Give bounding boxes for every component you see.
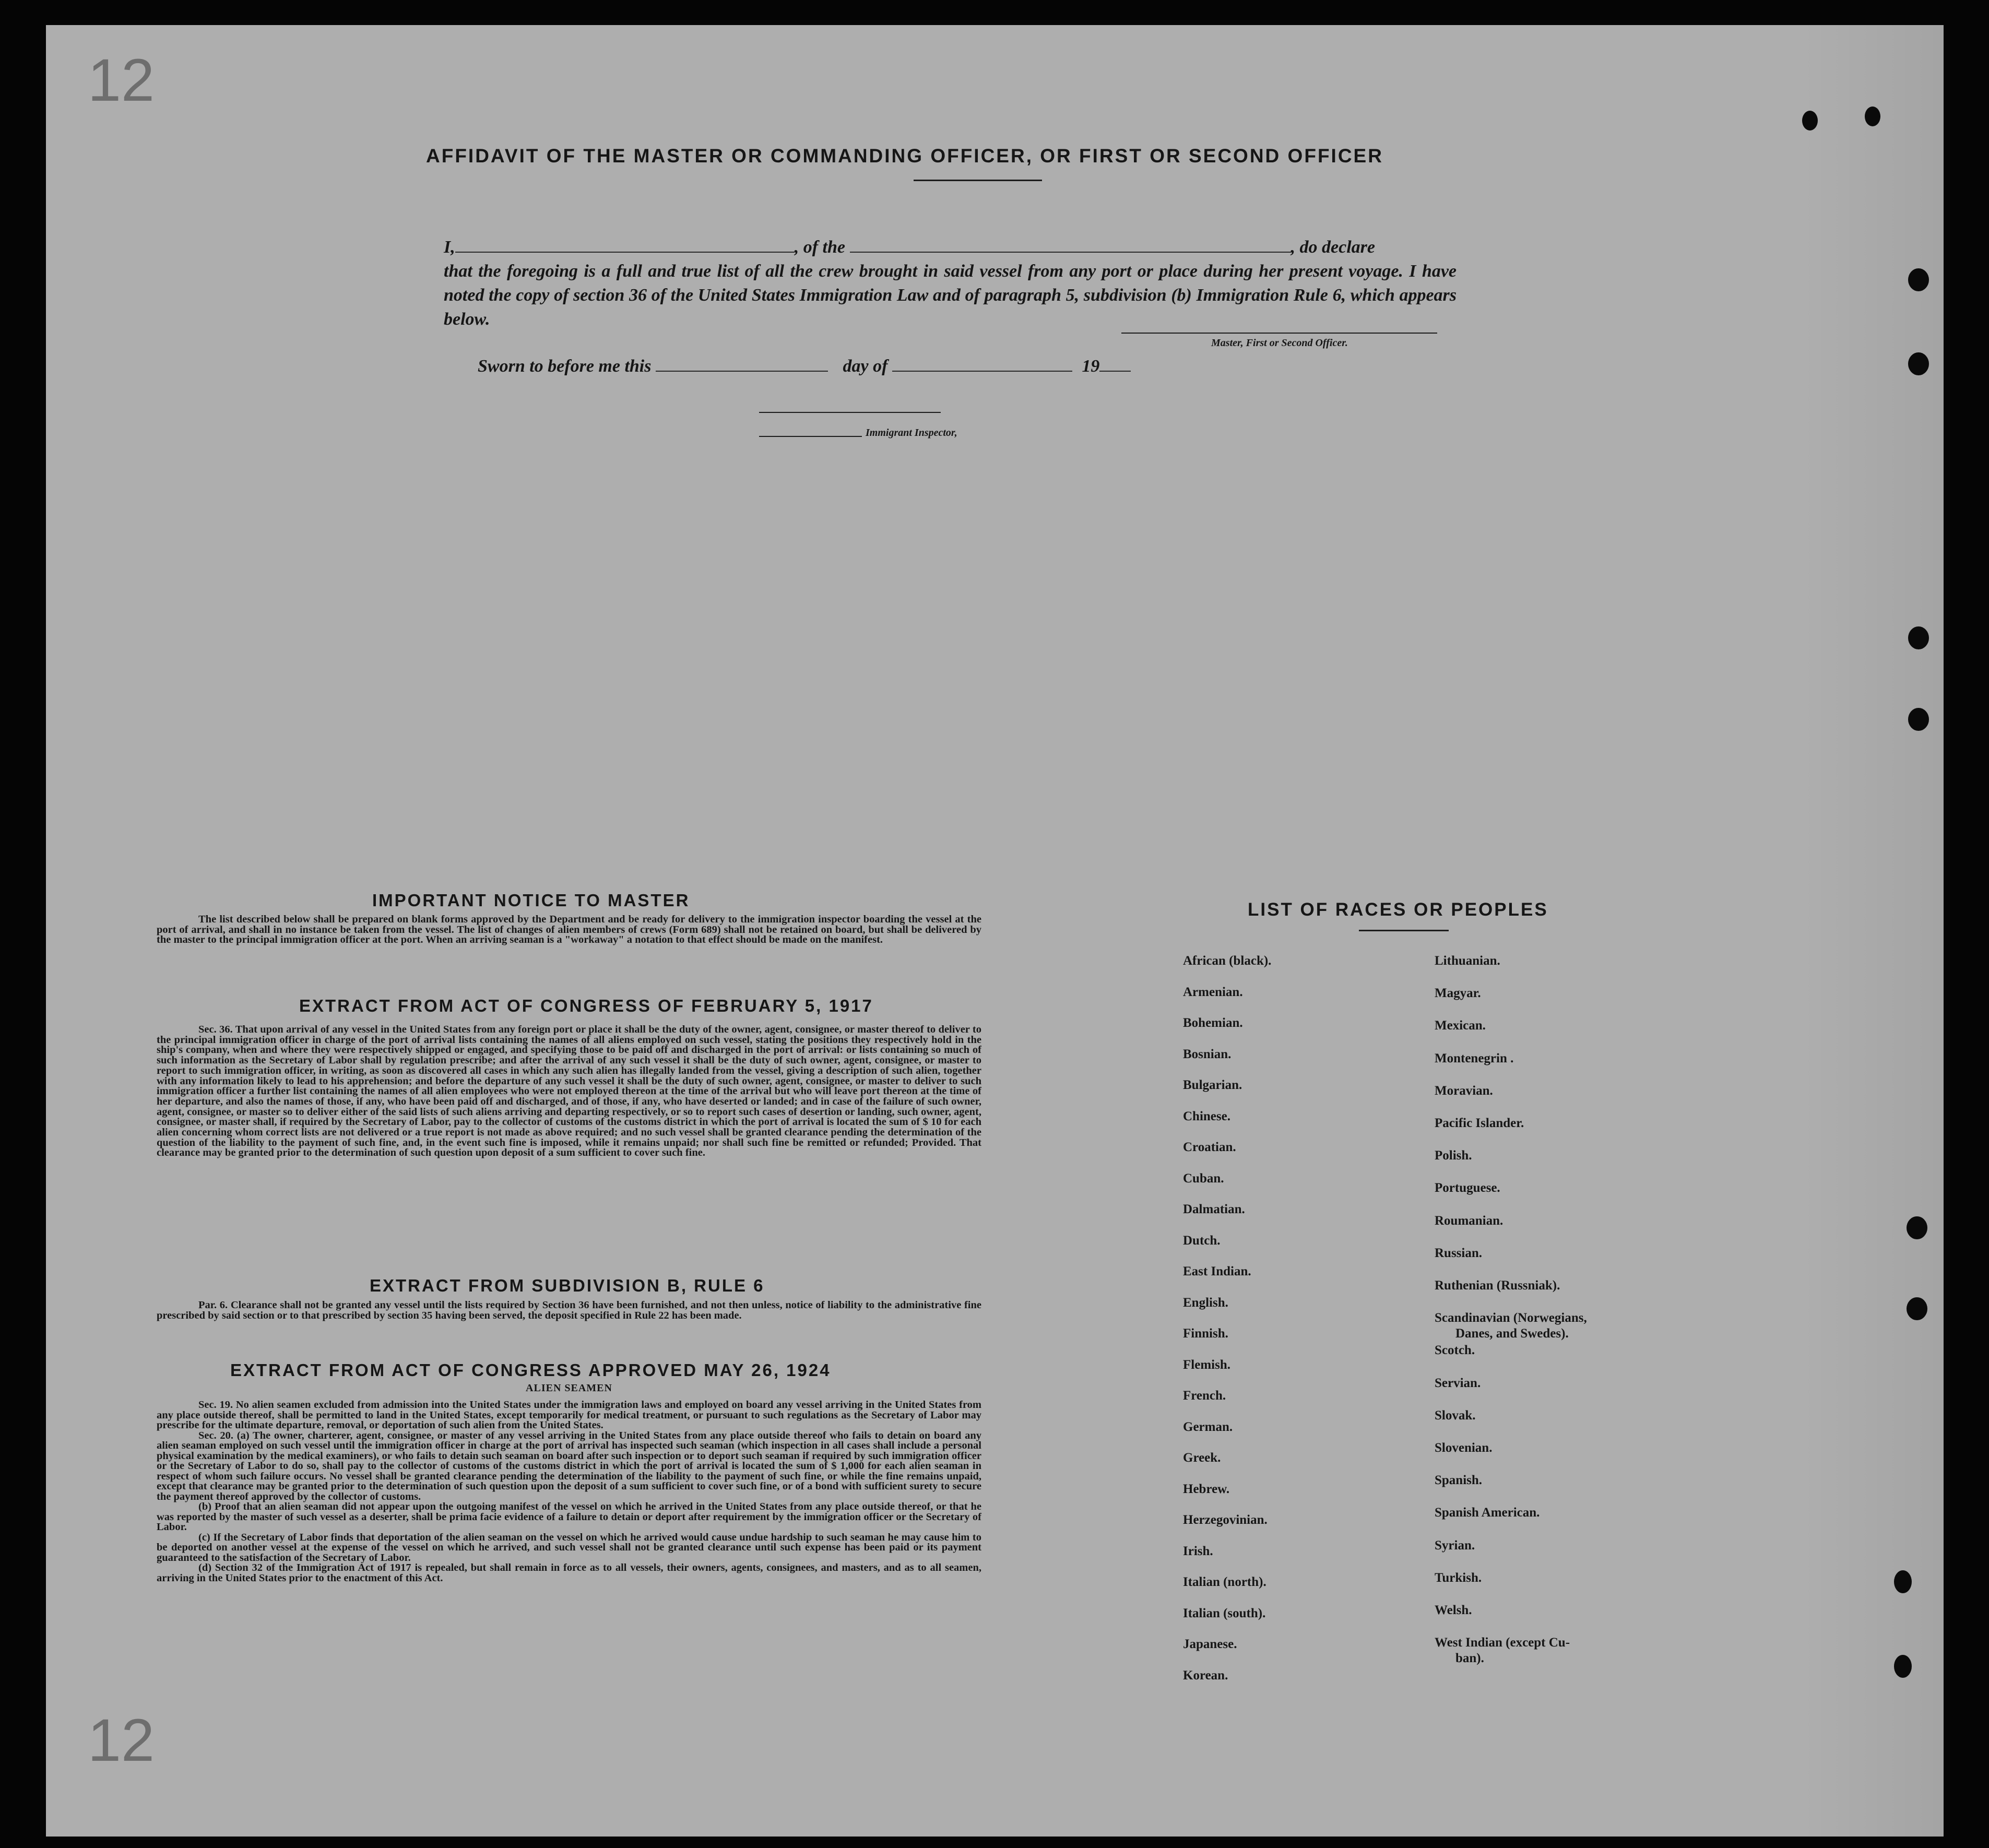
race-item: Slovak. [1435,1408,1476,1423]
race-item: English. [1183,1295,1228,1310]
race-item: Bohemian. [1183,1016,1243,1030]
race-item: Portuguese. [1435,1181,1500,1195]
race-item: Spanish. [1435,1473,1483,1488]
race-item: Korean. [1183,1668,1228,1683]
race-item: German. [1183,1419,1233,1434]
race-item: African (black). [1183,954,1272,968]
affidavit-declare-label: , do declare [1291,238,1375,257]
race-item: Flemish. [1183,1357,1230,1372]
affidavit-of-the-label: , of the [794,238,846,257]
race-item: Dalmatian. [1183,1202,1245,1216]
race-item: Irish. [1183,1544,1213,1558]
vessel-name-field[interactable] [850,234,1291,253]
race-item: Ruthenian (Russniak). [1435,1278,1560,1293]
sworn-label: Sworn to before me this [478,357,652,376]
punch-hole [1908,708,1929,731]
race-item: Japanese. [1183,1637,1237,1651]
race-item: Hebrew. [1183,1482,1230,1496]
title-underline [914,180,1042,181]
extract-rule6-title: EXTRACT FROM SUBDIVISION B, RULE 6 [370,1276,765,1295]
affidavit-declaration [444,234,1457,331]
page-number-bottom: 12 [88,1707,155,1774]
race-item: Polish. [1435,1148,1472,1163]
punch-hole [1908,352,1929,375]
race-item: Turkish. [1435,1570,1482,1585]
punch-hole [1908,626,1929,649]
punch-hole [1894,1570,1912,1593]
sworn-year-label: 19 [1082,357,1100,376]
notice-text: The list described below shall be prepared on blank forms approved by the Department and be ready for delivery to the immigration inspector boarding the vessel at the port of arrival, and shall in no instance be taken from the vessel. The list of changes of alien members of crews (Form 689) shall not be retained on board, but shall be delivered by the master to the principal immigration officer at the port. When an arriving seaman is a "workaway" a notation to that effect should be made on the manifest. [157,914,981,946]
race-item: Welsh. [1435,1603,1472,1617]
punch-hole [1907,1297,1927,1320]
sworn-line [478,353,1131,376]
extract-1924-text: Sec. 19. No alien seamen excluded from admission into the United States under the immigration laws and employed on board any vessel arriving in the United States from any place outside thereof, shall be permitted to land in the United States, except temporarily for medical treatment, or pursuant to such regulations as the Secretary of Labor may prescribe for the ultimate departure, removal, or deportation of such alien from the United States. Sec. 20. (a) The owner, charterer, agent, consignee, or master of any vessel arriving in the United States from any place outside thereof who fails to detain on board any alien seaman employed on such vessel until the immigration officer in charge at the port of arrival has inspected such seaman (which inspection in all cases shall include a personal physical examination by the medical examiners), or who fails to detain such seaman on board after such inspection or to deport such seaman if required by such immigration officer or the Secretary of Labor to do so, shall pay to the collector of customs of the customs district in which the port of arrival is located the sum of $ 1,000 for each alien seaman in respect of whom such failure occurs. No vessel shall be granted clearance pending the determination of the liability to the payment of such fine, or while the fine remains unpaid, except that clearance may be granted prior to the determination of such question upon the deposit of a sum sufficient to cover such fine, or of a bond with sufficient surety to secure the payment thereof approved by the collector of customs. (b) Proof that an alien seaman did not appear upon the outgoing manifest of the vessel on which he arrived in the United States from any place outside thereof, or that he was reported by the master of such vessel as a deserter, shall be prima facie evidence of a failure to detain or deport after requirement by the immigration officer or the Secretary of Labor. (c) If the Secretary of Labor finds that deportation of the alien seaman on the vessel on which he arrived would cause undue hardship to such seaman he may cause him to be deported on another vessel at the expense of the vessel on which he arrived, and such vessel shall not be granted clearance until such expense has been paid or its payment guaranteed to the satisfaction of the Secretary of Labor. (d) Section 32 of the Immigration Act of 1917 is repealed, but shall remain in force as to all vessels, their owners, agents, consignees, and masters, and as to all seamen, arriving in the United States prior to the enactment of this Act. [157,1399,981,1584]
document-page [46,25,1944,1837]
inspector-label: Immigrant Inspector, [866,427,957,439]
race-item: Moravian. [1435,1083,1493,1098]
race-item: Russian. [1435,1246,1483,1260]
race-item: Dutch. [1183,1233,1221,1248]
race-item: Finnish. [1183,1326,1228,1341]
master-signature-line[interactable] [1121,333,1437,334]
race-item: Bulgarian. [1183,1078,1242,1092]
race-item: Roumanian. [1435,1213,1503,1228]
race-item: Scotch. [1435,1343,1475,1358]
race-item: Herzegovinian. [1183,1513,1268,1527]
punch-hole [1908,268,1929,291]
race-item: Slovenian. [1435,1441,1493,1455]
extract-1924-title: EXTRACT FROM ACT OF CONGRESS APPROVED MAY 26, 1924 [230,1360,831,1380]
race-item: Mexican. [1435,1018,1486,1033]
races-title: LIST OF RACES OR PEOPLES [1248,899,1548,920]
affidavit-i-label: I, [444,238,455,257]
race-item: Servian. [1435,1376,1481,1390]
race-item: Greek. [1183,1451,1221,1465]
race-item: Montenegrin . [1435,1051,1514,1065]
race-item: Cuban. [1183,1171,1224,1186]
affidavit-body: that the foregoing is a full and true list of all the crew brought in said vessel from any port or place during her present voyage. I have noted the copy of section 36 of the United States Immigration Law and of paragraph 5, subdivision (b) Immigration Rule 6, which appears below. [444,262,1457,329]
alien-seamen-subtitle: ALIEN SEAMEN [526,1382,612,1394]
race-item: Italian (south). [1183,1606,1266,1620]
punch-hole [1894,1655,1912,1678]
punch-hole [1802,111,1818,131]
race-item: Bosnian. [1183,1047,1232,1061]
notice-title: IMPORTANT NOTICE TO MASTER [372,891,690,910]
sworn-month-field[interactable] [892,353,1072,372]
extract-1917-text: Sec. 36. That upon arrival of any vessel in the United States from any foreign port or place it shall be the duty of the owner, agent, consignee, or master thereof to deliver to the principal immigration officer in charge of the port of arrival lists containing the names of all aliens employed on such vessel, stating the positions they respectively hold in the ship's company, when and where they were respectively shipped or engaged, and specifying those to be paid off and discharged in the port of arrival: or lists containing so much of such information as the Secretary of Labor shall by regulation prescribe; and after the arrival of any such vessel it shall be the duty of such owner, agent, consignee, or master to report to such immigration officer, in writing, as soon as discovered all cases in which any such alien has illegally landed from the vessel, giving a description of such alien, together with any information likely to lead to his apprehension; and before the departure of any such vessel it shall be the duty of such owner, agent, consignee, or master to deliver to such immigration officer a further list containing the names of all alien employees who were not employed thereon at the time of the arrival but who will leave port thereon at the time of her departure, and also the names of those, if any, who have been paid off and discharged, and of those, if any, who have deserted or landed; and in case of the failure of such owner, agent, consignee, or master so to deliver either of the said lists of such aliens arriving and departing respectively, or so to report such cases of desertion or landing, such owner, agent, consignee, or master shall, if required by the Secretary of Labor, pay to the collector of customs of the customs district in which the port of arrival is located the sum of $ 10 for each alien concerning whom correct lists are not delivered or a true report is not made as above required; and no such vessel shall be granted clearance pending the determination of the question of the liability to the payment of such fine, and, in the event such fine is imposed, while it remains unpaid; nor shall such fine be remitted or refunded; Provided. That clearance may be granted prior to the determination of such question upon deposit of a sum sufficient to cover such fine. [157,1024,981,1159]
races-title-underline [1359,930,1449,931]
race-item: Syrian. [1435,1538,1475,1553]
race-item: Scandinavian (Norwegians, Danes, and Swedes). [1435,1311,1587,1341]
punch-hole [1907,1216,1927,1239]
affidavit-title: AFFIDAVIT OF THE MASTER OR COMMANDING OFFICER, OR FIRST OR SECOND OFFICER [426,145,1383,167]
race-item: Italian (north). [1183,1575,1266,1589]
race-item: East Indian. [1183,1264,1251,1278]
extract-rule6-text: Par. 6. Clearance shall not be granted any vessel until the lists required by Section 36 have been furnished, and not then unless, notice of liability to the administrative fine prescribed by said section or to that prescribed by section 35 having been served, the deposit specified in Rule 22 has been made. [157,1299,981,1321]
sworn-day-of-label: day of [843,357,888,376]
race-item: Armenian. [1183,985,1243,999]
extract-1917-title: EXTRACT FROM ACT OF CONGRESS OF FEBRUARY 5, 1917 [299,996,873,1015]
race-item: French. [1183,1389,1226,1403]
race-item: West Indian (except Cu- ban). [1435,1636,1570,1666]
race-item: Croatian. [1183,1140,1236,1154]
inspector-prefix-line [759,436,862,437]
race-item: Lithuanian. [1435,954,1500,968]
inspector-signature-line[interactable] [759,412,941,413]
page-number-top: 12 [88,47,155,114]
punch-hole [1865,106,1880,126]
race-item: Chinese. [1183,1109,1230,1123]
sworn-year-field[interactable] [1099,353,1131,372]
race-item: Spanish American. [1435,1506,1540,1520]
master-name-field[interactable] [455,234,795,253]
sworn-day-field[interactable] [656,353,828,372]
race-item: Pacific Islander. [1435,1116,1524,1130]
master-signature-label: Master, First or Second Officer. [1211,337,1348,349]
race-item: Magyar. [1435,986,1481,1001]
